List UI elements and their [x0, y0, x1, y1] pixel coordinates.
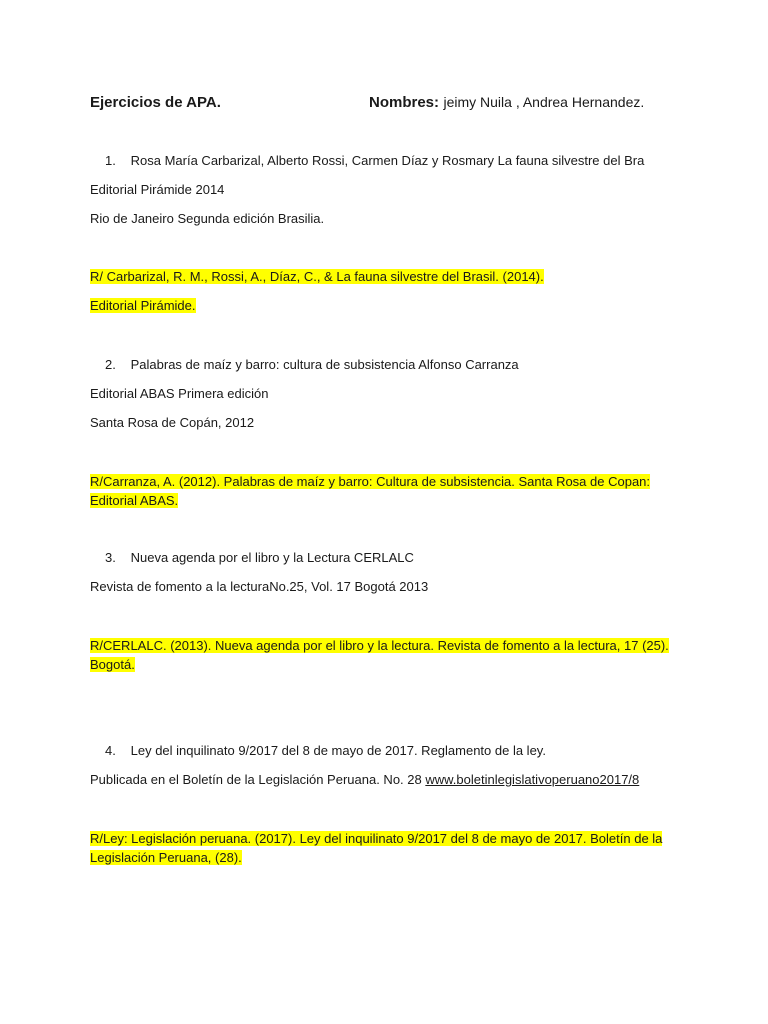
- item-first-line: Nueva agenda por el libro y la Lectura CERLALC: [130, 550, 414, 565]
- answer-block: [90, 636, 680, 674]
- highlighted-answer: R/ Carbarizal, R. M., Rossi, A., Díaz, C., & La fauna silvestre del Brasil. (2014).: [90, 269, 544, 284]
- answer-line: [90, 297, 196, 315]
- highlighted-answer: R/Ley: Legislación peruana. (2017). Ley del inquilinato 9/2017 del 8 de mayo de 2017. Boletín de la Legislación Peruana, (28).: [90, 831, 663, 865]
- item-line-text: Publicada en el Boletín de la Legislación Peruana. No. 28: [90, 772, 426, 787]
- item-number: 2.: [105, 357, 116, 372]
- item-line: Editorial Pirámide 2014: [90, 182, 225, 197]
- item-line: Rio de Janeiro Segunda edición Brasilia.: [90, 211, 325, 226]
- item-number: 3.: [105, 550, 116, 565]
- item-line: Editorial ABAS Primera edición: [90, 386, 269, 401]
- highlighted-answer: Editorial Pirámide.: [90, 298, 196, 313]
- item-line: [90, 771, 639, 789]
- item-first-line: Palabras de maíz y barro: cultura de subsistencia Alfonso Carranza: [130, 357, 519, 372]
- item-first-line: Rosa María Carbarizal, Alberto Rossi, Carmen Díaz y Rosmary La fauna silvestre del Bra: [130, 153, 645, 168]
- names-label: Nombres:: [369, 94, 440, 111]
- highlighted-answer: R/Carranza, A. (2012). Palabras de maíz y barro: Cultura de subsistencia. Santa Rosa de Copan: Editorial ABAS.: [90, 474, 651, 508]
- item-line: Revista de fomento a la lecturaNo.25, Vol. 17 Bogotá 2013: [90, 579, 429, 594]
- list-item-1: [105, 152, 644, 170]
- names-line: [369, 94, 644, 112]
- highlighted-answer: R/CERLALC. (2013). Nueva agenda por el libro y la lectura. Revista de fomento a la lectura, 17 (25). Bogotá.: [90, 638, 669, 672]
- bulletin-link[interactable]: www.boletinlegislativoperuano2017/8: [425, 772, 640, 787]
- document-title: Ejercicios de APA.: [90, 94, 221, 111]
- answer-line: [90, 268, 544, 286]
- answer-block: [90, 472, 680, 510]
- list-item-4: [105, 742, 546, 760]
- list-item-2: [105, 356, 519, 374]
- item-line: Santa Rosa de Copán, 2012: [90, 415, 255, 430]
- answer-block: [90, 829, 680, 867]
- item-number: 4.: [105, 743, 116, 758]
- item-first-line: Ley del inquilinato 9/2017 del 8 de mayo de 2017. Reglamento de la ley.: [130, 743, 546, 758]
- list-item-3: [105, 549, 414, 567]
- names-value: jeimy Nuila , Andrea Hernandez.: [443, 94, 645, 110]
- item-number: 1.: [105, 153, 116, 168]
